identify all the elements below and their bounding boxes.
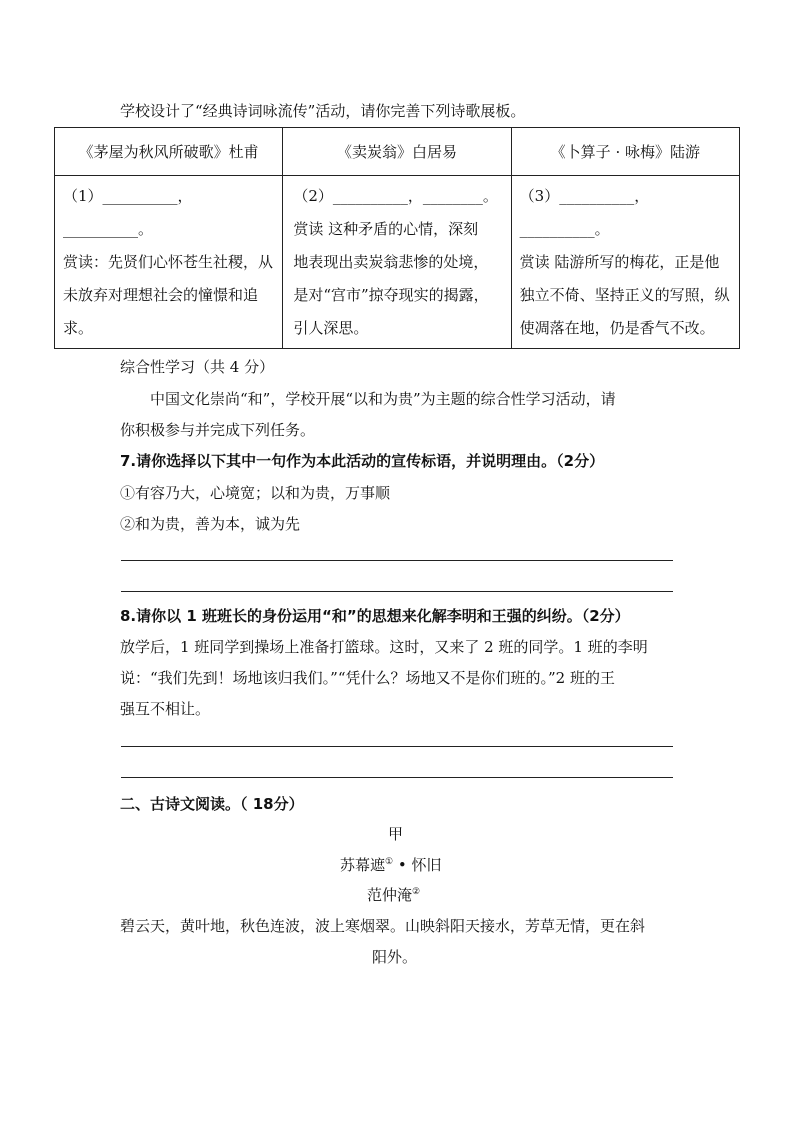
footnote-marker: ② xyxy=(412,887,421,897)
appreciation-line: 引人深思。 xyxy=(293,318,369,337)
poem-display-board xyxy=(54,127,740,349)
intro-text: 学校设计了“经典诗词咏流传”活动，请你完善下列诗歌展板。 xyxy=(120,102,526,120)
appreciation-line: 赏读：先贤们心怀苍生社稷，从 xyxy=(63,252,274,271)
appreciation-line: 独立不倚、坚持正义的写照，纵 xyxy=(519,285,730,304)
question-8-title: 8.请你以 1 班班长的身份运用“和”的思想来化解李明和王强的纠纷。（2分） xyxy=(120,607,630,625)
appreciation-line: 赏读 这种矛盾的心情，深刻 xyxy=(293,219,479,238)
board-header-3: 《卜算子 · 咏梅》陆游 xyxy=(511,128,739,176)
comp-paragraph-line: 你积极参与并完成下列任务。 xyxy=(120,421,316,439)
poem-title: 苏幕遮① • 怀旧 xyxy=(340,856,442,874)
appreciation-line: 使凋落在地，仍是香气不改。 xyxy=(519,318,715,337)
q7-option-2: ②和为贵，善为本，诚为先 xyxy=(120,515,301,533)
q8-text-line: 说：“我们先到！场地该归我们。”“凭什么？场地又不是你们班的。”2 班的王 xyxy=(120,669,615,687)
poem-author: 范仲淹② xyxy=(367,886,421,904)
q8-text-line: 放学后，1 班同学到操场上准备打篮球。这时，又来了 2 班的同学。1 班的李明 xyxy=(120,638,648,656)
appreciation-line: 求。 xyxy=(63,318,94,337)
answer-line[interactable] xyxy=(121,591,673,592)
board-cell-2 xyxy=(283,176,511,349)
question-7-title: 7.请你选择以下其中一句作为本此活动的宣传标语，并说明理由。（2分） xyxy=(120,452,605,470)
q8-text-line: 强互不相让。 xyxy=(120,700,211,718)
board-cell-1 xyxy=(55,176,283,349)
appreciation-line: 未放弃对理想社会的憧憬和追 xyxy=(63,285,259,304)
section-title-comprehensive: 综合性学习（共 4 分） xyxy=(120,358,275,376)
fill-blank-1[interactable]: （1）__________，__________。 xyxy=(63,186,193,238)
q7-option-1: ①有容乃大，心境宽；以和为贵，万事顺 xyxy=(120,484,391,502)
poem-text-line: 碧云天，黄叶地，秋色连波，波上寒烟翠。山映斜阳天接水，芳草无情，更在斜 xyxy=(120,917,646,935)
poem-text-line: 阳外。 xyxy=(372,948,418,966)
appreciation-line: 地表现出卖炭翁悲惨的处境， xyxy=(293,252,489,271)
section-2-title: 二、古诗文阅读。（ 18分） xyxy=(120,795,304,813)
board-cell-3 xyxy=(511,176,739,349)
board-header-2: 《卖炭翁》白居易 xyxy=(283,128,511,176)
answer-line[interactable] xyxy=(121,777,673,778)
answer-line[interactable] xyxy=(121,746,673,747)
footnote-marker: ① xyxy=(385,857,394,867)
fill-blank-3[interactable]: （3）__________，__________。 xyxy=(519,186,650,238)
appreciation-line: 是对“宫市”掠夺现实的揭露， xyxy=(293,285,489,304)
appreciation-line: 赏读 陆游所写的梅花，正是他 xyxy=(519,252,720,271)
board-header-1: 《茅屋为秋风所破歌》杜甫 xyxy=(55,128,283,176)
comp-paragraph-line: 中国文化崇尚“和”，学校开展“以和为贵”为主题的综合性学习活动，请 xyxy=(150,390,616,408)
answer-line[interactable] xyxy=(121,560,673,561)
poem-label-jia: 甲 xyxy=(388,825,404,843)
fill-blank-2[interactable]: （2）__________，________。 xyxy=(293,186,498,205)
